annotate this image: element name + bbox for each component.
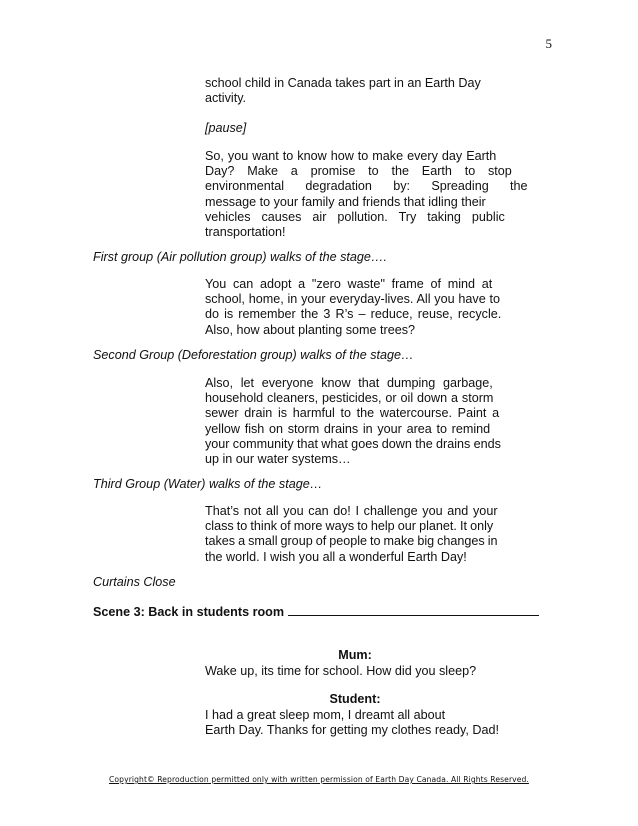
speaker-student: Student:	[329, 692, 381, 706]
dialogue-paragraph-5	[205, 504, 505, 565]
dialogue-paragraph-1	[205, 76, 505, 106]
stage-direction-4: Curtains Close	[93, 575, 176, 589]
text-line: Also, how about planting some trees?	[205, 322, 416, 337]
text-line: transportation!	[205, 225, 286, 240]
stage-direction-2: Second Group (Deforestation group) walks of the stage…	[93, 348, 414, 362]
text-line: up in our water systems…	[205, 452, 351, 467]
stage-direction-3: Third Group (Water) walks of the stage…	[93, 477, 323, 491]
text-line: Also, let everyone know that dumping garbage,	[205, 376, 493, 390]
scene-underline	[288, 604, 539, 616]
text-line: takes a small group of people to make big changes in	[205, 534, 498, 549]
text-line: Wake up, its time for school. How did you sleep?	[205, 664, 477, 678]
text-line: school, home, in your everyday-lives. All you have to	[205, 292, 501, 307]
text-line: school child in Canada takes part in an Earth Day	[205, 76, 481, 90]
student-line	[205, 708, 535, 738]
text-line: do is remember the 3 R’s – reduce, reuse, recycle.	[205, 307, 502, 322]
text-line: I had a great sleep mom, I dreamt all about	[205, 708, 446, 722]
copyright-footer: Copyright© Reproduction permitted only with written permission of Earth Day Canada. All Rights Reserved.	[109, 775, 529, 784]
text-line: environmental degradation by: Spreading the	[205, 179, 528, 194]
text-line: [pause]	[205, 121, 247, 135]
page-number: 5	[545, 36, 552, 51]
scene-heading-text: Scene 3: Back in students room	[93, 605, 285, 619]
text-line: vehicles causes air pollution. Try taking public	[205, 209, 505, 224]
text-line: activity.	[205, 91, 247, 106]
text-line: yellow fish on storm drains in your area to remind	[205, 421, 491, 436]
text-line: Day? Make a promise to the Earth to stop	[205, 164, 512, 179]
text-line: class to think of more ways to help our planet. It only	[205, 519, 494, 534]
dialogue-paragraph-3	[205, 277, 505, 338]
text-line: household cleaners, pesticides, or oil down a storm	[205, 391, 494, 406]
text-line: That’s not all you can do! I challenge you and your	[205, 504, 498, 518]
dialogue-paragraph-2	[205, 149, 528, 240]
text-line: So, you want to know how to make every day Earth	[205, 149, 497, 163]
text-line: message to your family and friends that idling their	[205, 194, 486, 209]
pause-direction	[205, 121, 505, 136]
scene-heading	[93, 604, 539, 620]
text-line: Earth Day. Thanks for getting my clothes ready, Dad!	[205, 723, 499, 738]
speaker-mum: Mum:	[338, 648, 372, 662]
stage-direction-1: First group (Air pollution group) walks of the stage….	[93, 250, 387, 264]
text-line: You can adopt a "zero waste" frame of mind at	[205, 277, 493, 291]
mum-line	[205, 664, 535, 679]
text-line: your community that what goes down the drains ends	[205, 436, 501, 451]
text-line: sewer drain is harmful to the watercourse. Paint a	[205, 406, 500, 421]
dialogue-paragraph-4	[205, 376, 505, 467]
text-line: the world. I wish you all a wonderful Earth Day!	[205, 549, 467, 564]
